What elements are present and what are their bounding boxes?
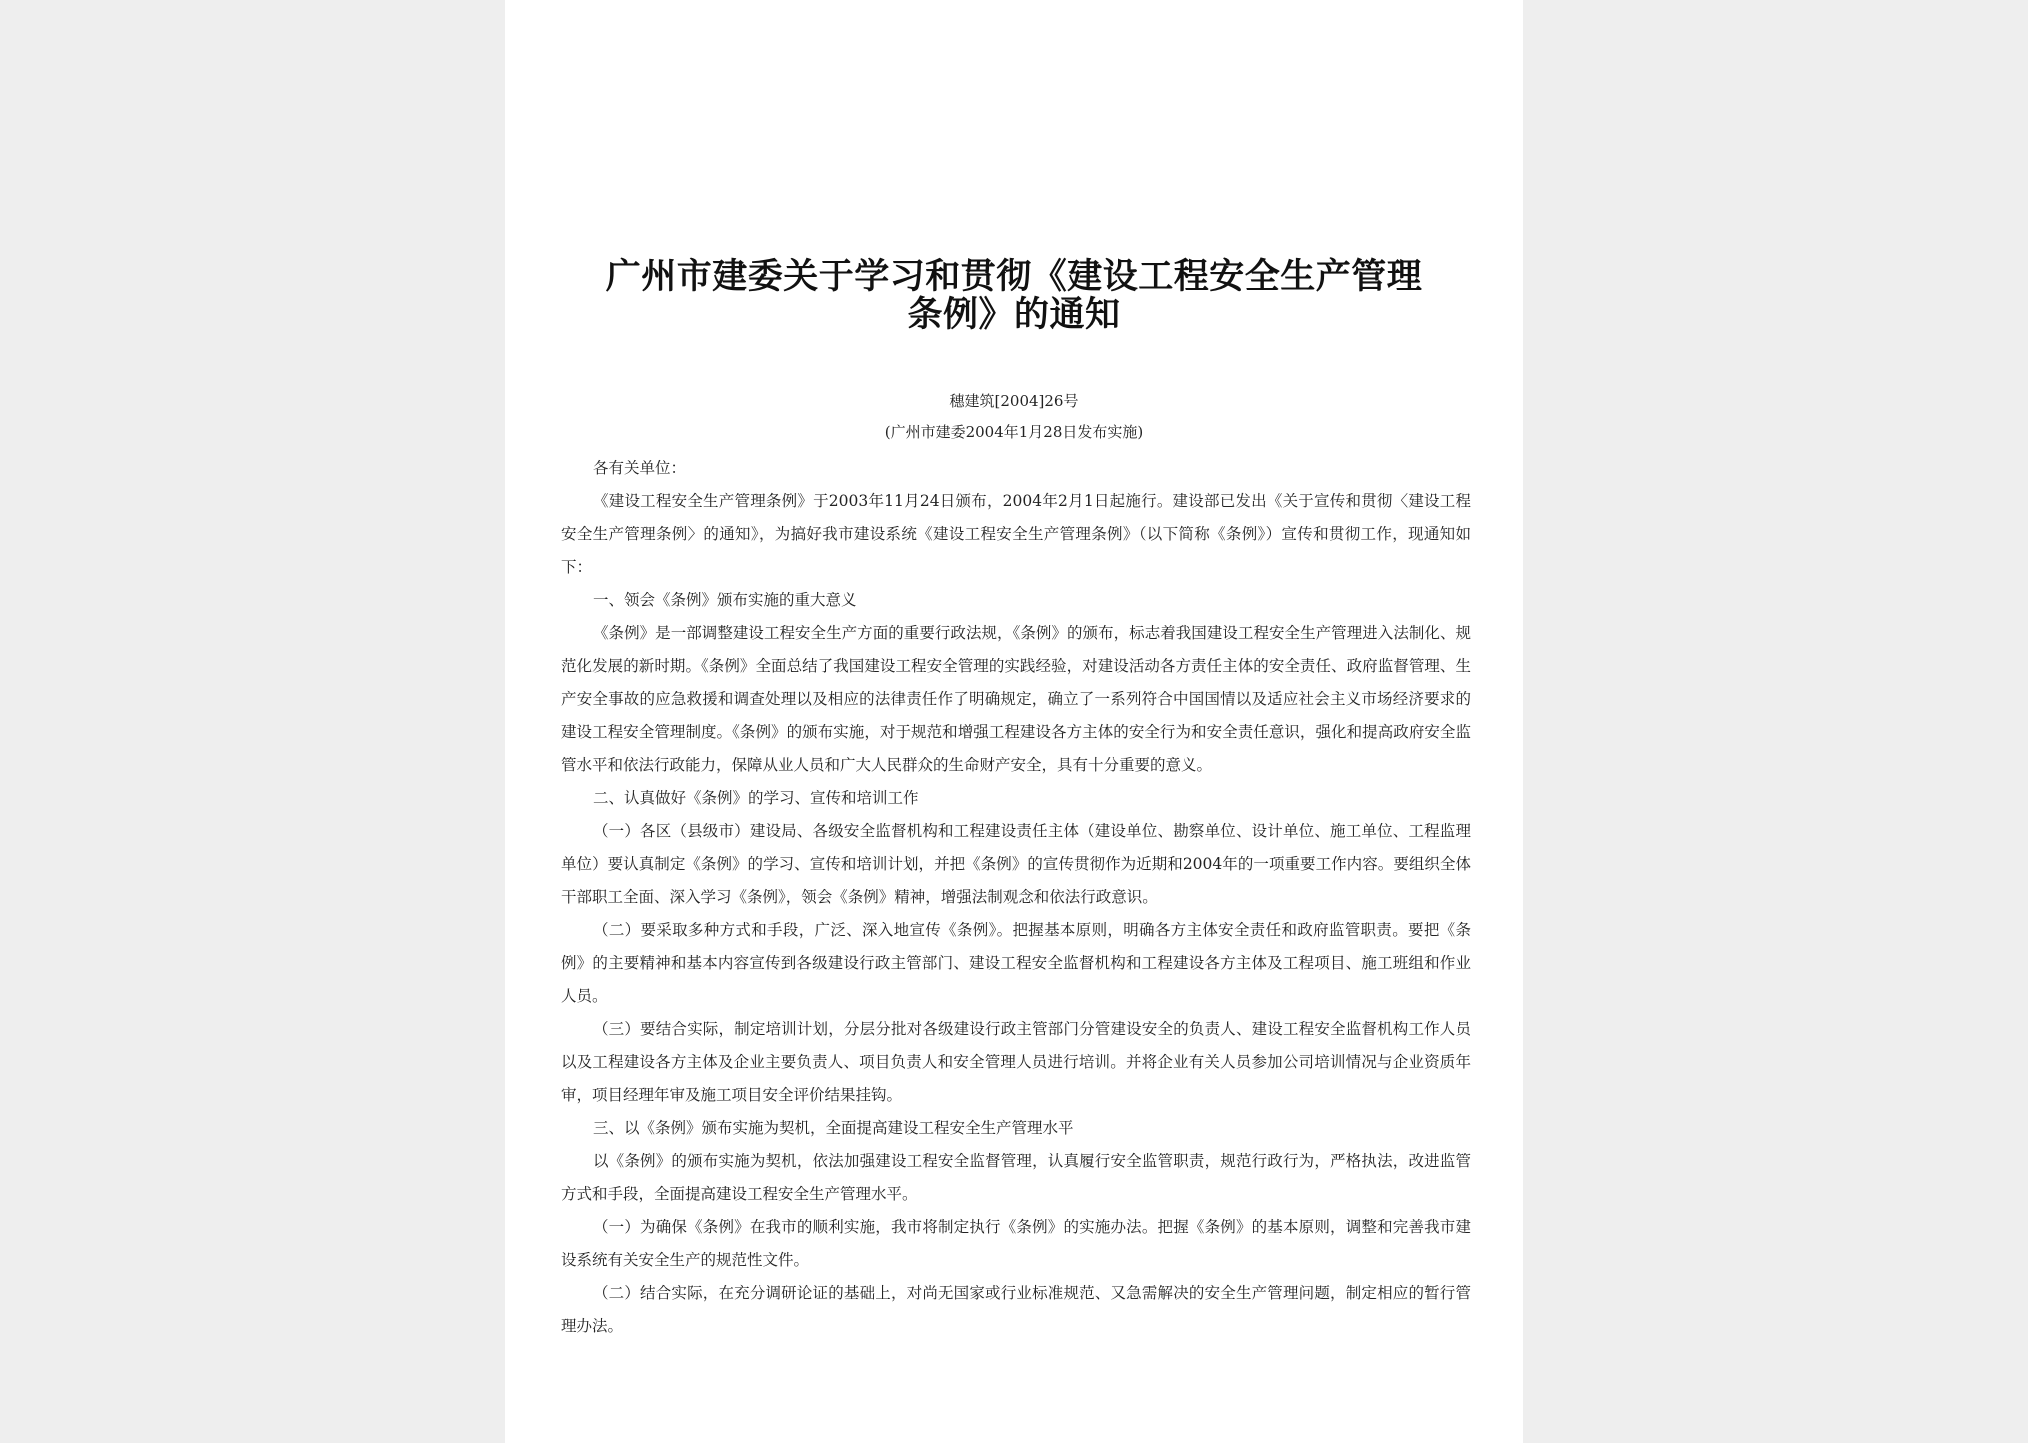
paragraph-salutation: 各有关单位：	[593, 459, 687, 477]
document-number: 穗建筑[2004]26号	[949, 392, 1079, 410]
paragraph: （二）要采取多种方式和手段，广泛、深入地宣传《条例》。把握基本原则，明确各方主体安全责任和政府监管职责。要把《条例》的主要精神和基本内容宣传到各级建设行政主管部门、建设工程安全监督机构和工程建设各方主体及工程项目、施工班组和作业人员。	[561, 921, 1471, 1005]
paragraph: 以《条例》的颁布实施为契机，依法加强建设工程安全监督管理，认真履行安全监管职责，规范行政行为，严格执法，改进监管方式和手段，全面提高建设工程安全生产管理水平。	[561, 1152, 1471, 1203]
paragraph-intro: 《建设工程安全生产管理条例》于2003年11月24日颁布，2004年2月1日起施行。建设部已发出《关于宣传和贯彻〈建设工程安全生产管理条例〉的通知》，为搞好我市建设系统《建设工程安全生产管理条例》（以下简称《条例》）宣传和贯彻工作，现通知如下：	[561, 492, 1471, 576]
title-line-2: 条例》的通知	[907, 294, 1121, 335]
document-title	[589, 258, 1439, 334]
paragraph: （一）各区（县级市）建设局、各级安全监督机构和工程建设责任主体（建设单位、勘察单位、设计单位、施工单位、工程监理单位）要认真制定《条例》的学习、宣传和培训计划，并把《条例》的宣传贯彻作为近期和2004年的一项重要工作内容。要组织全体干部职工全面、深入学习《条例》，领会《条例》精神，增强法制观念和依法行政意识。	[561, 822, 1471, 906]
paragraph: 《条例》是一部调整建设工程安全生产方面的重要行政法规，《条例》的颁布，标志着我国建设工程安全生产管理进入法制化、规范化发展的新时期。《条例》全面总结了我国建设工程安全管理的实践经验，对建设活动各方责任主体的安全责任、政府监督管理、生产安全事故的应急救援和调查处理以及相应的法律责任作了明确规定，确立了一系列符合中国国情以及适应社会主义市场经济要求的建设工程安全管理制度。《条例》的颁布实施，对于规范和增强工程建设各方主体的安全行为和安全责任意识，强化和提高政府安全监管水平和依法行政能力，保障从业人员和广大人民群众的生命财产安全，具有十分重要的意义。	[561, 624, 1471, 774]
paragraph: （一）为确保《条例》在我市的顺利实施，我市将制定执行《条例》的实施办法。把握《条例》的基本原则，调整和完善我市建设系统有关安全生产的规范性文件。	[561, 1218, 1471, 1269]
document-page	[505, 0, 1523, 1443]
issued-note: (广州市建委2004年1月28日发布实施)	[884, 423, 1144, 441]
paragraph: （三）要结合实际，制定培训计划，分层分批对各级建设行政主管部门分管建设安全的负责人、建设工程安全监督机构工作人员以及工程建设各方主体及企业主要负责人、项目负责人和安全管理人员进行培训。并将企业有关人员参加公司培训情况与企业资质年审，项目经理年审及施工项目安全评价结果挂钩。	[561, 1020, 1471, 1104]
heading-section-1: 一、领会《条例》颁布实施的重大意义	[593, 591, 857, 609]
document-body	[561, 452, 1471, 1343]
heading-section-2: 二、认真做好《条例》的学习、宣传和培训工作	[593, 789, 919, 807]
heading-section-3: 三、以《条例》颁布实施为契机，全面提高建设工程安全生产管理水平	[593, 1119, 1074, 1137]
paragraph: （二）结合实际，在充分调研论证的基础上，对尚无国家或行业标准规范、又急需解决的安全生产管理问题，制定相应的暂行管理办法。	[561, 1284, 1471, 1335]
title-line-1: 广州市建委关于学习和贯彻《建设工程安全生产管理	[605, 256, 1423, 297]
